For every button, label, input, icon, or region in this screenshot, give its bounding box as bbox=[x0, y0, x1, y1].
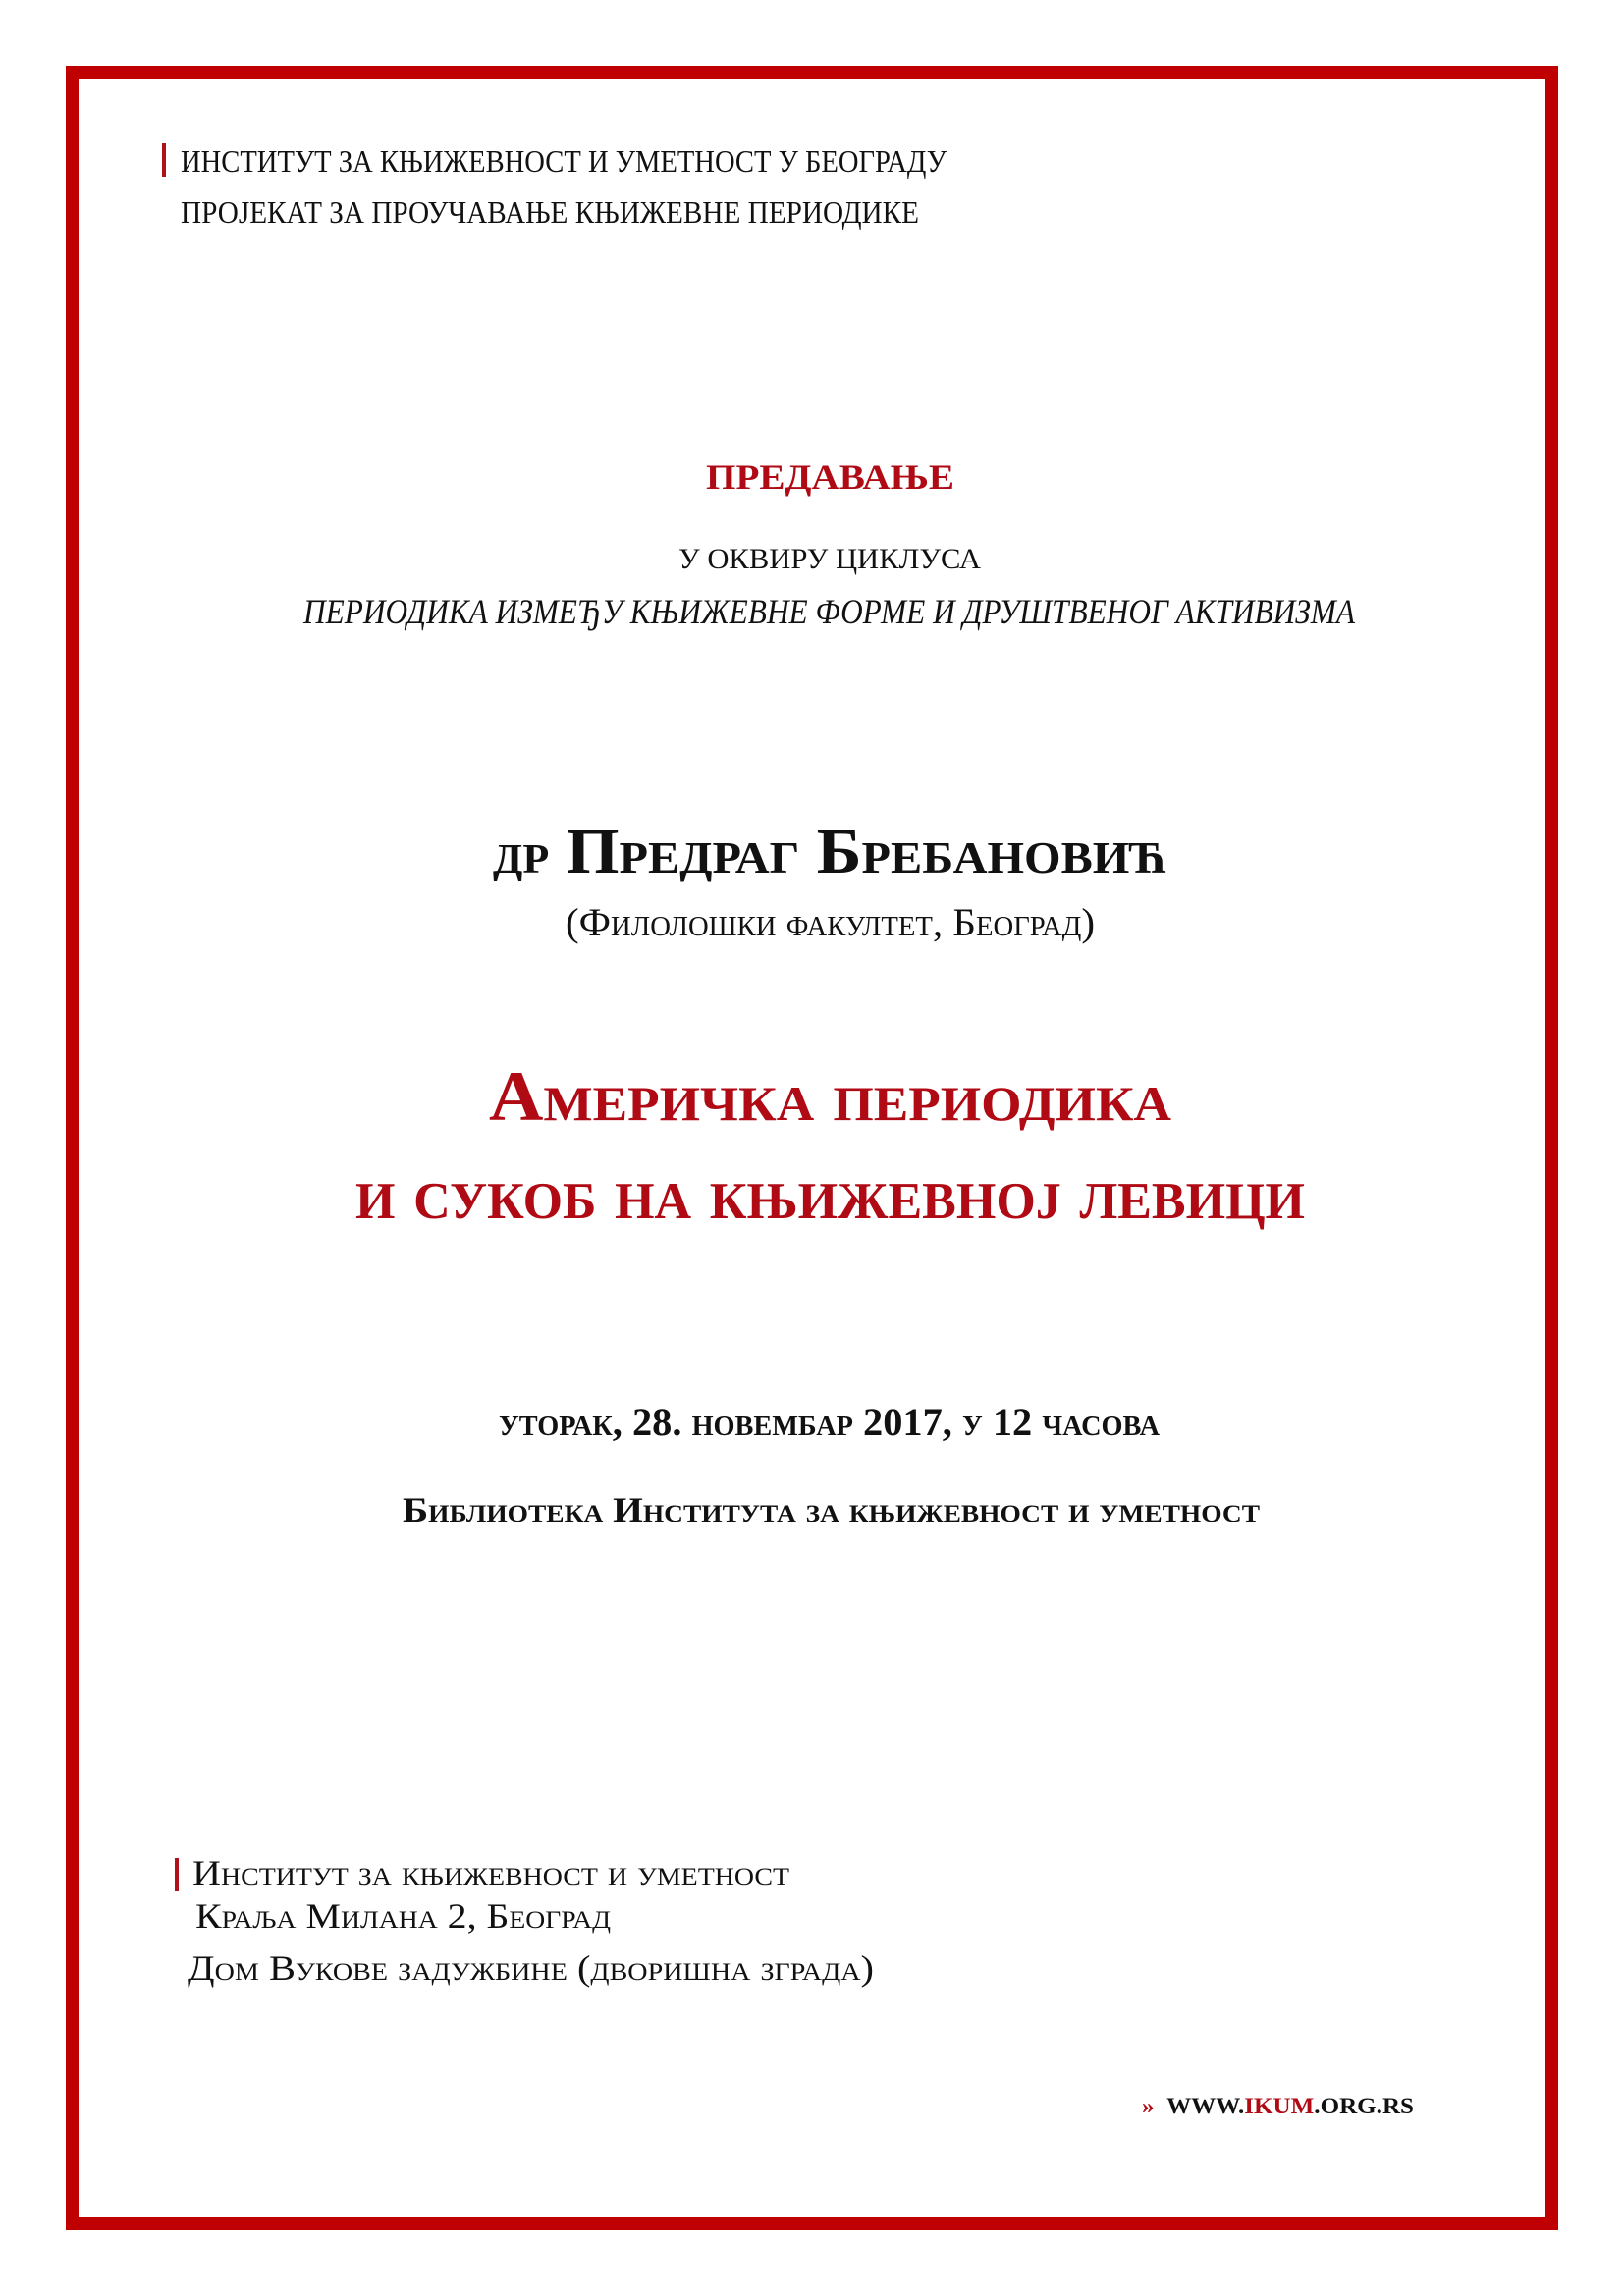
footer-accent-bar bbox=[175, 1858, 179, 1891]
cycle-title bbox=[303, 594, 1512, 629]
footer-address-line3 bbox=[188, 1949, 874, 1988]
footer-address-line1-text: Институт за књижевност и уметност bbox=[192, 1853, 790, 1893]
header-institute bbox=[181, 145, 1038, 177]
double-chevron-right-icon: » bbox=[1142, 2094, 1155, 2118]
cycle-intro bbox=[678, 543, 981, 575]
lecture-title-line1 bbox=[489, 1057, 1171, 1136]
website-link[interactable] bbox=[1142, 2094, 1414, 2118]
schedule-datetime bbox=[499, 1400, 1160, 1444]
header-project bbox=[181, 196, 989, 228]
footer-address-line1 bbox=[192, 1853, 790, 1893]
cycle-intro-text: У ОКВИРУ ЦИКЛУСА bbox=[678, 543, 981, 575]
website-link-text[interactable]: » WWW.IKUM.ORG.RS bbox=[1142, 2094, 1414, 2118]
footer-address-line2 bbox=[195, 1896, 611, 1936]
speaker-affiliation bbox=[566, 900, 1095, 944]
schedule-datetime-text: уторак, 28. новембар 2017, у 12 часова bbox=[499, 1400, 1160, 1444]
footer-address-line3-text: Дом Вукове задужбине (дворишна зграда) bbox=[188, 1949, 874, 1988]
lecture-title-line2 bbox=[355, 1152, 1323, 1235]
venue bbox=[403, 1490, 1260, 1529]
event-type bbox=[706, 457, 954, 497]
event-type-text: ПРЕДАВАЊЕ bbox=[706, 457, 954, 497]
venue-text: Библиотека Института за књижевност и уметност bbox=[403, 1490, 1260, 1529]
speaker-name bbox=[493, 816, 1167, 887]
header-accent-bar bbox=[162, 143, 166, 177]
speaker-affiliation-text: (Филолошки факултет, Београд) bbox=[566, 900, 1095, 944]
lecture-title-line1-text: Америчка периодика bbox=[489, 1057, 1171, 1136]
footer-address-line2-text: Краља Милана 2, Београд bbox=[195, 1896, 611, 1936]
header-project-text: ПРОЈЕКАТ ЗА ПРОУЧАВАЊЕ КЊИЖЕВНЕ ПЕРИОДИКЕ bbox=[181, 194, 919, 230]
lecture-title-line2-text: и сукоб на књижевној левици bbox=[355, 1152, 1305, 1235]
speaker-name-text: др Предраг Бребановић bbox=[493, 816, 1167, 887]
header-institute-text: ИНСТИТУТ ЗА КЊИЖЕВНОСТ И УМЕТНОСТ У БЕОГРАДУ bbox=[181, 143, 947, 179]
cycle-title-text: ПЕРИОДИКА ИЗМЕЂУ КЊИЖЕВНЕ ФОРМЕ И ДРУШТВЕНОГ АКТИВИЗМА bbox=[303, 592, 1355, 631]
